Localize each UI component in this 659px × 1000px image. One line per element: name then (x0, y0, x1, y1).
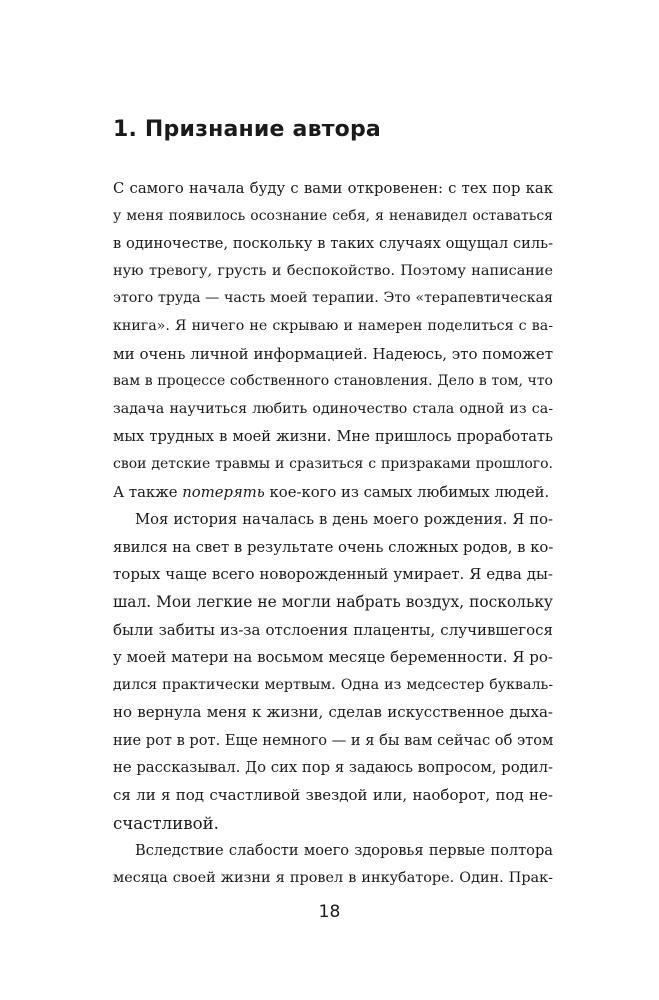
paragraph-2 (113, 506, 553, 837)
text-line: ся ли я под счастливой звездой или, наоборот, под не- (113, 786, 553, 805)
text-line: вам в процессе собственного становления. Дело в том, что (113, 373, 553, 390)
text-line: месяца своей жизни я провел в инкубаторе. Один. Прак- (113, 869, 553, 886)
text-line: шал. Мои легкие не могли набрать воздух, поскольку (113, 592, 553, 611)
text-fragment: А также (113, 483, 183, 501)
text-line: у меня появилось осознание себя, я ненавидел оставаться (113, 207, 553, 224)
text-line-last: счастливой. (113, 813, 219, 833)
text-line: задача научиться любить одиночество стала одной из са- (113, 400, 553, 417)
text-line: явился на свет в результате очень сложных родов, в ко- (113, 538, 554, 556)
text-line: этого труда — часть моей терапии. Это «терапевтическая (113, 290, 553, 307)
page-number: 18 (318, 902, 341, 922)
text-fragment: кое-кого из самых любимых людей. (264, 483, 550, 501)
text-line: были забиты из-за отслоения плаценты, случившегося (113, 620, 553, 639)
text-line: мых трудных в моей жизни. Мне пришлось проработать (113, 428, 553, 446)
body-text (113, 175, 553, 892)
chapter-heading: 1. Признание автора (113, 117, 381, 142)
text-line: ми очень личной информацией. Надеюсь, это поможет (113, 344, 553, 363)
text-line: книга». Я ничего не скрываю и намерен поделиться с ва- (113, 317, 553, 334)
text-line: свои детские травмы и сразиться с призраками прошлого. (113, 455, 553, 472)
text-line-last (113, 479, 553, 507)
text-line: но вернула меня к жизни, сделав искусственное дыха- (113, 703, 553, 722)
text-line: Вследствие слабости моего здоровья первые полтора (135, 842, 553, 860)
text-line: Моя история началась в день моего рождения. Я по- (135, 511, 553, 529)
paragraph-3 (113, 837, 553, 892)
text-line: не рассказывал. До сих пор я задаюсь вопросом, родил- (113, 759, 553, 777)
text-line: С самого начала буду с вами откровенен: с тех пор как (113, 180, 553, 197)
emphasis-text: потерять (182, 483, 265, 501)
text-line: ние рот в рот. Еще немного — и я бы вам сейчас об этом (113, 731, 554, 749)
text-line: торых чаще всего новорожденный умирает. Я едва ды- (113, 565, 553, 584)
text-line: в одиночестве, поскольку в таких случаях ощущал силь- (113, 235, 553, 253)
text-line: ную тревогу, грусть и беспокойство. Поэтому написание (113, 262, 553, 279)
paragraph-1 (113, 175, 553, 506)
text-line: у моей матери на восьмом месяце беременности. Я ро- (113, 648, 553, 667)
text-line: дился практически мертвым. Одна из медсестер букваль- (113, 676, 553, 693)
